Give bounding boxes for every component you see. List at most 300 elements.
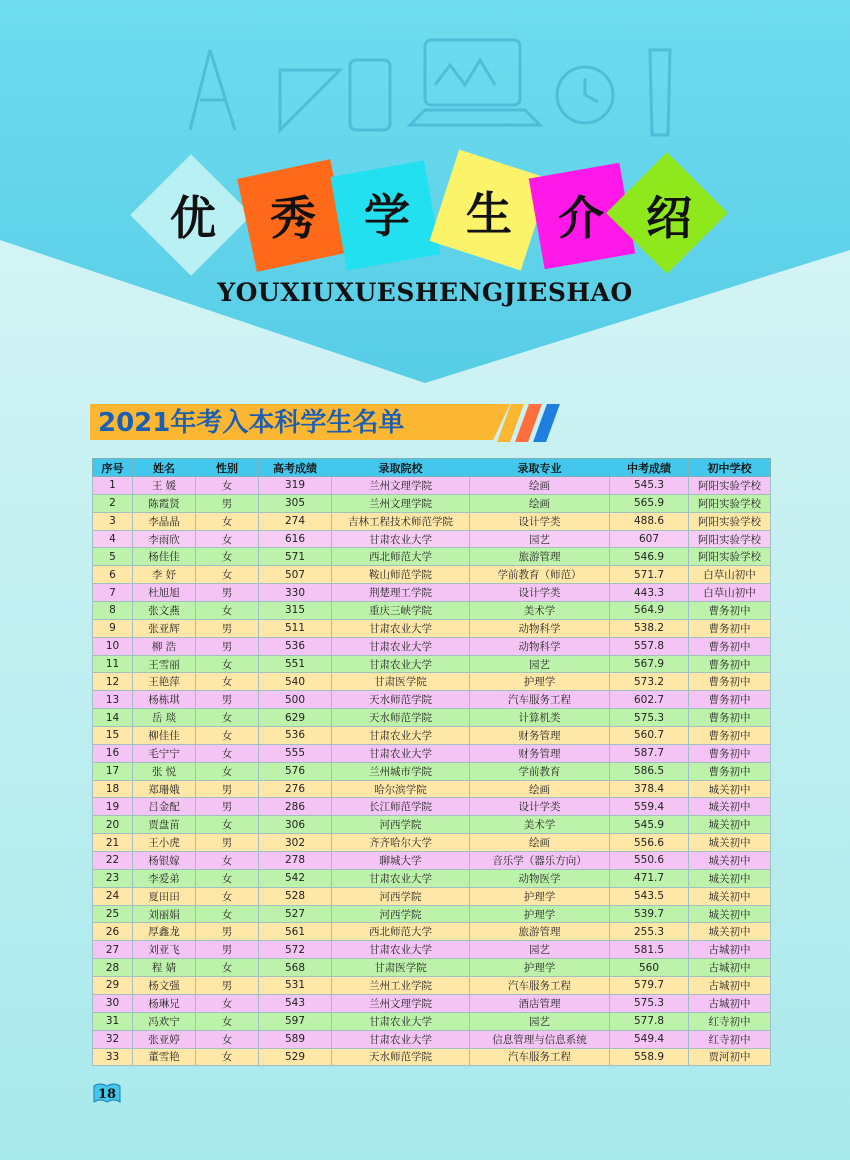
cell-index: 16 bbox=[93, 744, 133, 762]
cell-major: 旅游管理 bbox=[470, 548, 610, 566]
cell-gender: 女 bbox=[196, 477, 259, 495]
cell-index: 23 bbox=[93, 869, 133, 887]
table-row bbox=[93, 1048, 771, 1066]
cell-middle-school: 城关初中 bbox=[689, 852, 771, 870]
section-title: 2021年考入本科学生名单 bbox=[98, 408, 405, 438]
cell-major: 园艺 bbox=[470, 655, 610, 673]
cell-name: 柳佳佳 bbox=[133, 727, 196, 745]
cell-gender: 女 bbox=[196, 852, 259, 870]
cell-middle-school: 城关初中 bbox=[689, 887, 771, 905]
table-row bbox=[93, 816, 771, 834]
cell-zhongkao-score: 607 bbox=[610, 530, 689, 548]
cell-name: 杜旭旭 bbox=[133, 584, 196, 602]
cell-gender: 女 bbox=[196, 530, 259, 548]
cell-zhongkao-score: 587.7 bbox=[610, 744, 689, 762]
cell-index: 2 bbox=[93, 494, 133, 512]
cell-gaokao-score: 531 bbox=[259, 977, 332, 995]
cell-index: 7 bbox=[93, 584, 133, 602]
page-number: 18 bbox=[97, 1087, 117, 1102]
cell-college: 天水师范学院 bbox=[332, 691, 470, 709]
page-number-badge bbox=[92, 1082, 122, 1104]
cell-college: 河西学院 bbox=[332, 887, 470, 905]
cell-gender: 女 bbox=[196, 548, 259, 566]
cell-gender: 男 bbox=[196, 637, 259, 655]
cell-zhongkao-score: 602.7 bbox=[610, 691, 689, 709]
cell-middle-school: 城关初中 bbox=[689, 905, 771, 923]
cell-middle-school: 城关初中 bbox=[689, 780, 771, 798]
cell-middle-school: 阿阳实验学校 bbox=[689, 477, 771, 495]
cell-zhongkao-score: 550.6 bbox=[610, 852, 689, 870]
title-char-1: 优 bbox=[170, 191, 216, 245]
cell-major: 动物科学 bbox=[470, 637, 610, 655]
table-row bbox=[93, 762, 771, 780]
cell-zhongkao-score: 573.2 bbox=[610, 673, 689, 691]
cell-major: 财务管理 bbox=[470, 727, 610, 745]
cell-college: 兰州工业学院 bbox=[332, 977, 470, 995]
cell-gaokao-score: 286 bbox=[259, 798, 332, 816]
cell-gender: 女 bbox=[196, 905, 259, 923]
cell-college: 西北师范大学 bbox=[332, 548, 470, 566]
cell-zhongkao-score: 575.3 bbox=[610, 994, 689, 1012]
cell-gaokao-score: 527 bbox=[259, 905, 332, 923]
cell-college: 鞍山师范学院 bbox=[332, 566, 470, 584]
table-row bbox=[93, 905, 771, 923]
cell-index: 11 bbox=[93, 655, 133, 673]
cell-zhongkao-score: 543.5 bbox=[610, 887, 689, 905]
cell-middle-school: 城关初中 bbox=[689, 816, 771, 834]
cell-gaokao-score: 555 bbox=[259, 744, 332, 762]
cell-gaokao-score: 507 bbox=[259, 566, 332, 584]
title-char-3: 学 bbox=[364, 189, 410, 243]
header-major: 录取专业 bbox=[470, 459, 610, 477]
table-row bbox=[93, 1012, 771, 1030]
cell-name: 贾盘苗 bbox=[133, 816, 196, 834]
cell-name: 吕金配 bbox=[133, 798, 196, 816]
header-banner bbox=[0, 0, 850, 385]
table-row bbox=[93, 691, 771, 709]
cell-major: 美术学 bbox=[470, 602, 610, 620]
cell-index: 24 bbox=[93, 887, 133, 905]
cell-zhongkao-score: 378.4 bbox=[610, 780, 689, 798]
table-header-row bbox=[93, 459, 771, 477]
cell-index: 28 bbox=[93, 959, 133, 977]
cell-gaokao-score: 278 bbox=[259, 852, 332, 870]
table-row bbox=[93, 727, 771, 745]
cell-index: 10 bbox=[93, 637, 133, 655]
table-row bbox=[93, 566, 771, 584]
cell-major: 动物医学 bbox=[470, 869, 610, 887]
title-char-4: 生 bbox=[466, 187, 512, 241]
cell-name: 冯欢宁 bbox=[133, 1012, 196, 1030]
cell-name: 张亚婷 bbox=[133, 1030, 196, 1048]
cell-middle-school: 红寺初中 bbox=[689, 1030, 771, 1048]
cell-gender: 男 bbox=[196, 923, 259, 941]
cell-college: 兰州文理学院 bbox=[332, 494, 470, 512]
table-row bbox=[93, 548, 771, 566]
cell-name: 杨栋琪 bbox=[133, 691, 196, 709]
cell-gaokao-score: 274 bbox=[259, 512, 332, 530]
cell-major: 美术学 bbox=[470, 816, 610, 834]
cell-name: 陈霞贤 bbox=[133, 494, 196, 512]
cell-gender: 男 bbox=[196, 780, 259, 798]
cell-college: 甘肃农业大学 bbox=[332, 655, 470, 673]
cell-name: 郑珊娥 bbox=[133, 780, 196, 798]
cell-middle-school: 曹务初中 bbox=[689, 709, 771, 727]
cell-zhongkao-score: 545.3 bbox=[610, 477, 689, 495]
table-row bbox=[93, 852, 771, 870]
cell-zhongkao-score: 559.4 bbox=[610, 798, 689, 816]
cell-zhongkao-score: 581.5 bbox=[610, 941, 689, 959]
cell-index: 32 bbox=[93, 1030, 133, 1048]
cell-gender: 女 bbox=[196, 816, 259, 834]
cell-gaokao-score: 576 bbox=[259, 762, 332, 780]
cell-middle-school: 古城初中 bbox=[689, 941, 771, 959]
cell-zhongkao-score: 539.7 bbox=[610, 905, 689, 923]
cell-index: 12 bbox=[93, 673, 133, 691]
cell-gender: 女 bbox=[196, 673, 259, 691]
cell-college: 西北师范大学 bbox=[332, 923, 470, 941]
cell-gender: 女 bbox=[196, 994, 259, 1012]
cell-middle-school: 曹务初中 bbox=[689, 762, 771, 780]
cell-gaokao-score: 572 bbox=[259, 941, 332, 959]
cell-index: 3 bbox=[93, 512, 133, 530]
cell-middle-school: 城关初中 bbox=[689, 923, 771, 941]
cell-college: 荆楚理工学院 bbox=[332, 584, 470, 602]
cell-major: 汽车服务工程 bbox=[470, 691, 610, 709]
cell-college: 甘肃农业大学 bbox=[332, 869, 470, 887]
table-row bbox=[93, 941, 771, 959]
cell-middle-school: 曹务初中 bbox=[689, 727, 771, 745]
cell-name: 王艳萍 bbox=[133, 673, 196, 691]
cell-name: 杨琳兄 bbox=[133, 994, 196, 1012]
table-row bbox=[93, 977, 771, 995]
cell-college: 兰州文理学院 bbox=[332, 477, 470, 495]
cell-gaokao-score: 571 bbox=[259, 548, 332, 566]
pinyin-subtitle: YOUXIUXUESHENGJIESHAO bbox=[217, 278, 633, 307]
cell-name: 李雨欣 bbox=[133, 530, 196, 548]
table-row bbox=[93, 530, 771, 548]
cell-college: 甘肃农业大学 bbox=[332, 941, 470, 959]
cell-college: 重庆三峡学院 bbox=[332, 602, 470, 620]
cell-gaokao-score: 511 bbox=[259, 619, 332, 637]
header-gaokao-score: 高考成绩 bbox=[259, 459, 332, 477]
cell-college: 甘肃农业大学 bbox=[332, 1012, 470, 1030]
cell-name: 刘亚飞 bbox=[133, 941, 196, 959]
header-index: 序号 bbox=[93, 459, 133, 477]
cell-major: 护理学 bbox=[470, 905, 610, 923]
cell-index: 9 bbox=[93, 619, 133, 637]
cell-college: 齐齐哈尔大学 bbox=[332, 834, 470, 852]
cell-index: 1 bbox=[93, 477, 133, 495]
cell-college: 吉林工程技术师范学院 bbox=[332, 512, 470, 530]
table-row bbox=[93, 994, 771, 1012]
cell-middle-school: 曹务初中 bbox=[689, 602, 771, 620]
cell-name: 张亚辉 bbox=[133, 619, 196, 637]
cell-zhongkao-score: 577.8 bbox=[610, 1012, 689, 1030]
header-college: 录取院校 bbox=[332, 459, 470, 477]
table-row bbox=[93, 780, 771, 798]
cell-middle-school: 曹务初中 bbox=[689, 744, 771, 762]
cell-major: 设计学类 bbox=[470, 512, 610, 530]
table-row bbox=[93, 923, 771, 941]
cell-major: 计算机类 bbox=[470, 709, 610, 727]
cell-zhongkao-score: 546.9 bbox=[610, 548, 689, 566]
cell-gaokao-score: 540 bbox=[259, 673, 332, 691]
cell-name: 程 婧 bbox=[133, 959, 196, 977]
cell-major: 绘画 bbox=[470, 494, 610, 512]
cell-gender: 女 bbox=[196, 1012, 259, 1030]
cell-middle-school: 曹务初中 bbox=[689, 619, 771, 637]
cell-gender: 男 bbox=[196, 691, 259, 709]
cell-zhongkao-score: 571.7 bbox=[610, 566, 689, 584]
cell-major: 学前教育 bbox=[470, 762, 610, 780]
cell-zhongkao-score: 488.6 bbox=[610, 512, 689, 530]
table-row bbox=[93, 477, 771, 495]
cell-name: 厚鑫龙 bbox=[133, 923, 196, 941]
header-gender: 性别 bbox=[196, 459, 259, 477]
table-row bbox=[93, 602, 771, 620]
cell-college: 兰州文理学院 bbox=[332, 994, 470, 1012]
cell-index: 26 bbox=[93, 923, 133, 941]
cell-college: 甘肃农业大学 bbox=[332, 727, 470, 745]
cell-index: 5 bbox=[93, 548, 133, 566]
cell-index: 21 bbox=[93, 834, 133, 852]
cell-name: 王 媛 bbox=[133, 477, 196, 495]
cell-name: 王雪丽 bbox=[133, 655, 196, 673]
cell-zhongkao-score: 545.9 bbox=[610, 816, 689, 834]
cell-major: 绘画 bbox=[470, 477, 610, 495]
cell-college: 天水师范学院 bbox=[332, 1048, 470, 1066]
cell-gaokao-score: 529 bbox=[259, 1048, 332, 1066]
cell-college: 甘肃农业大学 bbox=[332, 619, 470, 637]
cell-middle-school: 曹务初中 bbox=[689, 673, 771, 691]
cell-middle-school: 白草山初中 bbox=[689, 584, 771, 602]
cell-gaokao-score: 305 bbox=[259, 494, 332, 512]
cell-index: 22 bbox=[93, 852, 133, 870]
cell-gaokao-score: 536 bbox=[259, 727, 332, 745]
cell-gender: 女 bbox=[196, 887, 259, 905]
cell-gender: 男 bbox=[196, 619, 259, 637]
cell-middle-school: 曹务初中 bbox=[689, 637, 771, 655]
cell-name: 柳 浩 bbox=[133, 637, 196, 655]
cell-gender: 女 bbox=[196, 655, 259, 673]
cell-name: 夏田田 bbox=[133, 887, 196, 905]
cell-middle-school: 城关初中 bbox=[689, 869, 771, 887]
cell-gender: 男 bbox=[196, 941, 259, 959]
cell-gender: 女 bbox=[196, 512, 259, 530]
cell-college: 河西学院 bbox=[332, 816, 470, 834]
cell-name: 张文燕 bbox=[133, 602, 196, 620]
cell-zhongkao-score: 560.7 bbox=[610, 727, 689, 745]
table-row bbox=[93, 887, 771, 905]
table-row bbox=[93, 673, 771, 691]
cell-zhongkao-score: 586.5 bbox=[610, 762, 689, 780]
cell-major: 护理学 bbox=[470, 887, 610, 905]
table-row bbox=[93, 637, 771, 655]
cell-major: 护理学 bbox=[470, 673, 610, 691]
cell-gaokao-score: 543 bbox=[259, 994, 332, 1012]
cell-major: 信息管理与信息系统 bbox=[470, 1030, 610, 1048]
cell-zhongkao-score: 471.7 bbox=[610, 869, 689, 887]
cell-gender: 女 bbox=[196, 762, 259, 780]
cell-gaokao-score: 302 bbox=[259, 834, 332, 852]
cell-index: 13 bbox=[93, 691, 133, 709]
table-body bbox=[93, 477, 771, 1066]
cell-major: 财务管理 bbox=[470, 744, 610, 762]
cell-zhongkao-score: 564.9 bbox=[610, 602, 689, 620]
cell-gaokao-score: 330 bbox=[259, 584, 332, 602]
cell-major: 园艺 bbox=[470, 941, 610, 959]
cell-gender: 女 bbox=[196, 709, 259, 727]
cell-gender: 女 bbox=[196, 869, 259, 887]
table-row bbox=[93, 619, 771, 637]
table-row bbox=[93, 834, 771, 852]
cell-gaokao-score: 568 bbox=[259, 959, 332, 977]
title-char-5: 介 bbox=[558, 191, 604, 245]
cell-gaokao-score: 551 bbox=[259, 655, 332, 673]
cell-zhongkao-score: 255.3 bbox=[610, 923, 689, 941]
cell-gaokao-score: 306 bbox=[259, 816, 332, 834]
cell-name: 王小虎 bbox=[133, 834, 196, 852]
cell-major: 旅游管理 bbox=[470, 923, 610, 941]
cell-index: 31 bbox=[93, 1012, 133, 1030]
cell-gender: 女 bbox=[196, 602, 259, 620]
cell-major: 动物科学 bbox=[470, 619, 610, 637]
cell-major: 设计学类 bbox=[470, 584, 610, 602]
cell-zhongkao-score: 579.7 bbox=[610, 977, 689, 995]
cell-name: 岳 琰 bbox=[133, 709, 196, 727]
cell-name: 张 悦 bbox=[133, 762, 196, 780]
cell-name: 李爱弟 bbox=[133, 869, 196, 887]
table-row bbox=[93, 959, 771, 977]
cell-index: 19 bbox=[93, 798, 133, 816]
title-char-2: 秀 bbox=[270, 191, 316, 245]
cell-zhongkao-score: 557.8 bbox=[610, 637, 689, 655]
cell-gaokao-score: 528 bbox=[259, 887, 332, 905]
cell-gender: 男 bbox=[196, 977, 259, 995]
cell-college: 甘肃农业大学 bbox=[332, 530, 470, 548]
cell-gender: 男 bbox=[196, 584, 259, 602]
cell-college: 甘肃农业大学 bbox=[332, 637, 470, 655]
cell-major: 绘画 bbox=[470, 780, 610, 798]
table-row bbox=[93, 1030, 771, 1048]
cell-middle-school: 阿阳实验学校 bbox=[689, 512, 771, 530]
cell-gaokao-score: 319 bbox=[259, 477, 332, 495]
cell-index: 14 bbox=[93, 709, 133, 727]
header-middle-school: 初中学校 bbox=[689, 459, 771, 477]
table-row bbox=[93, 744, 771, 762]
title-char-6: 绍 bbox=[646, 191, 692, 245]
cell-index: 27 bbox=[93, 941, 133, 959]
cell-middle-school: 古城初中 bbox=[689, 977, 771, 995]
cell-index: 33 bbox=[93, 1048, 133, 1066]
cell-name: 刘丽娟 bbox=[133, 905, 196, 923]
cell-index: 15 bbox=[93, 727, 133, 745]
cell-middle-school: 红寺初中 bbox=[689, 1012, 771, 1030]
cell-name: 杨银嫁 bbox=[133, 852, 196, 870]
cell-gaokao-score: 542 bbox=[259, 869, 332, 887]
table-row bbox=[93, 709, 771, 727]
cell-index: 4 bbox=[93, 530, 133, 548]
cell-college: 哈尔滨学院 bbox=[332, 780, 470, 798]
cell-zhongkao-score: 556.6 bbox=[610, 834, 689, 852]
cell-college: 长江师范学院 bbox=[332, 798, 470, 816]
cell-gaokao-score: 561 bbox=[259, 923, 332, 941]
cell-gaokao-score: 500 bbox=[259, 691, 332, 709]
cell-index: 18 bbox=[93, 780, 133, 798]
cell-gender: 女 bbox=[196, 566, 259, 584]
table-row bbox=[93, 798, 771, 816]
cell-college: 天水师范学院 bbox=[332, 709, 470, 727]
cell-gaokao-score: 597 bbox=[259, 1012, 332, 1030]
cell-middle-school: 阿阳实验学校 bbox=[689, 530, 771, 548]
cell-gender: 女 bbox=[196, 1030, 259, 1048]
cell-major: 音乐学（器乐方向） bbox=[470, 852, 610, 870]
cell-name: 毛宁宁 bbox=[133, 744, 196, 762]
cell-gender: 女 bbox=[196, 959, 259, 977]
cell-middle-school: 城关初中 bbox=[689, 834, 771, 852]
cell-gaokao-score: 536 bbox=[259, 637, 332, 655]
cell-major: 护理学 bbox=[470, 959, 610, 977]
cell-middle-school: 古城初中 bbox=[689, 959, 771, 977]
cell-college: 甘肃农业大学 bbox=[332, 1030, 470, 1048]
cell-major: 汽车服务工程 bbox=[470, 977, 610, 995]
cell-name: 杨佳佳 bbox=[133, 548, 196, 566]
cell-gender: 女 bbox=[196, 1048, 259, 1066]
cell-college: 甘肃医学院 bbox=[332, 959, 470, 977]
table-row bbox=[93, 655, 771, 673]
cell-gender: 女 bbox=[196, 744, 259, 762]
admission-table bbox=[92, 458, 771, 1066]
cell-major: 酒店管理 bbox=[470, 994, 610, 1012]
cell-index: 25 bbox=[93, 905, 133, 923]
table-row bbox=[93, 512, 771, 530]
cell-major: 园艺 bbox=[470, 530, 610, 548]
cell-major: 汽车服务工程 bbox=[470, 1048, 610, 1066]
cell-middle-school: 曹务初中 bbox=[689, 691, 771, 709]
cell-index: 8 bbox=[93, 602, 133, 620]
cell-college: 甘肃农业大学 bbox=[332, 744, 470, 762]
cell-major: 园艺 bbox=[470, 1012, 610, 1030]
cell-zhongkao-score: 575.3 bbox=[610, 709, 689, 727]
cell-middle-school: 阿阳实验学校 bbox=[689, 494, 771, 512]
table-row bbox=[93, 494, 771, 512]
cell-zhongkao-score: 443.3 bbox=[610, 584, 689, 602]
cell-name: 杨文强 bbox=[133, 977, 196, 995]
header-zhongkao-score: 中考成绩 bbox=[610, 459, 689, 477]
cell-zhongkao-score: 538.2 bbox=[610, 619, 689, 637]
cell-index: 17 bbox=[93, 762, 133, 780]
cell-middle-school: 城关初中 bbox=[689, 798, 771, 816]
cell-name: 李晶晶 bbox=[133, 512, 196, 530]
cell-gender: 女 bbox=[196, 727, 259, 745]
cell-gaokao-score: 276 bbox=[259, 780, 332, 798]
cell-college: 甘肃医学院 bbox=[332, 673, 470, 691]
cell-middle-school: 贾河初中 bbox=[689, 1048, 771, 1066]
cell-major: 学前教育（师范） bbox=[470, 566, 610, 584]
cell-gaokao-score: 616 bbox=[259, 530, 332, 548]
cell-index: 29 bbox=[93, 977, 133, 995]
cell-gaokao-score: 315 bbox=[259, 602, 332, 620]
cell-zhongkao-score: 567.9 bbox=[610, 655, 689, 673]
cell-name: 李 妤 bbox=[133, 566, 196, 584]
table-row bbox=[93, 869, 771, 887]
cell-college: 聊城大学 bbox=[332, 852, 470, 870]
cell-gaokao-score: 629 bbox=[259, 709, 332, 727]
cell-college: 河西学院 bbox=[332, 905, 470, 923]
cell-index: 6 bbox=[93, 566, 133, 584]
cell-gender: 男 bbox=[196, 798, 259, 816]
